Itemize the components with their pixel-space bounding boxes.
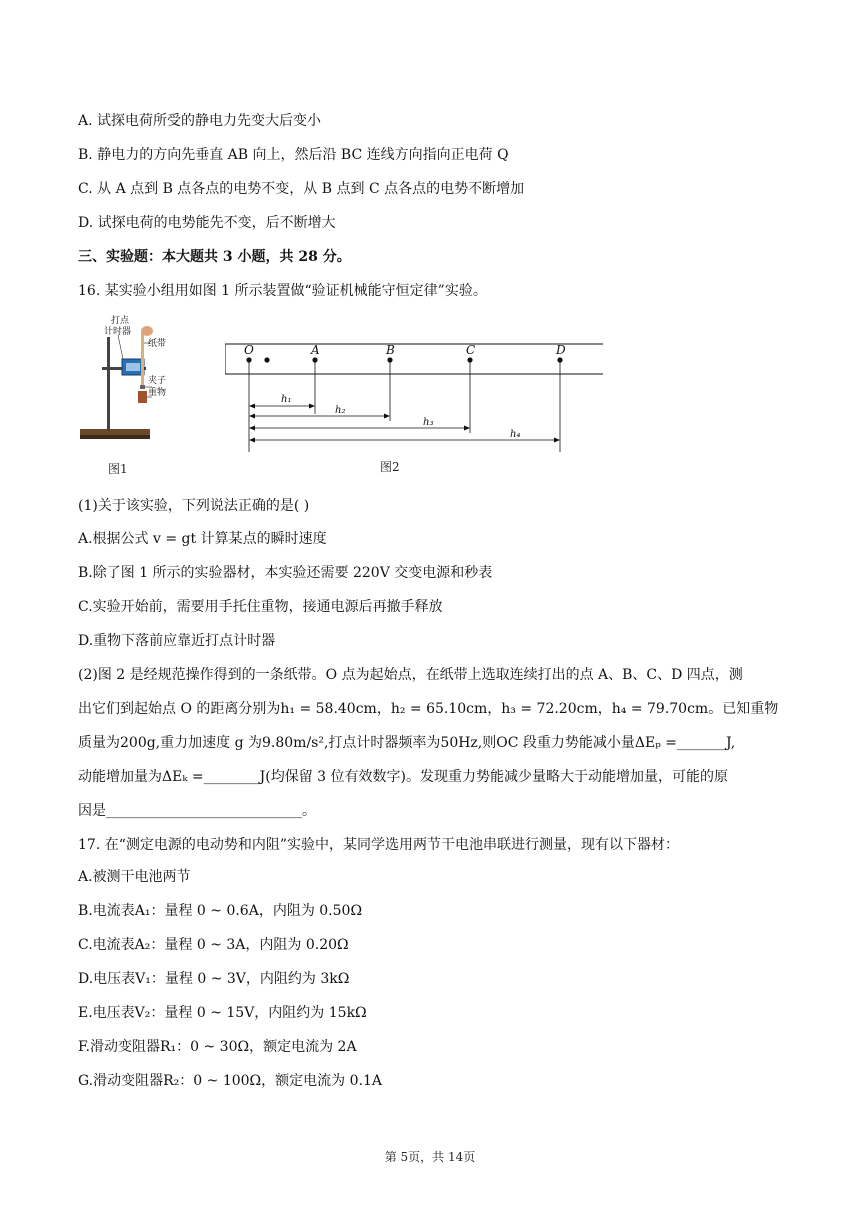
figure-1-apparatus — [78, 315, 168, 447]
q17-item-c: C.电流表A₂：量程 0 ~ 3A，内阻为 0.20Ω — [78, 937, 349, 953]
q16-part1-option-b: B.除了图 1 所示的实验器材，本实验还需要 220V 交变电源和秒表 — [78, 565, 493, 581]
q16-part2-line-3: 质量为200g,重力加速度 g 为9.80m/s²,打点计时器频率为50Hz,则OC 段重力势能减小量ΔEₚ =_______J, — [78, 735, 736, 751]
fig1-label-timer-2: 计时器 — [104, 327, 132, 337]
point-c-label: C — [466, 343, 476, 357]
q16-part1-option-c: C.实验开始前，需要用手托住重物，接通电源后再撤手释放 — [78, 599, 443, 615]
point-d-label: D — [556, 343, 566, 357]
h2-label: h₂ — [335, 405, 346, 416]
q16-part1-option-d: D.重物下落前应靠近打点计时器 — [78, 633, 276, 649]
h3-label: h₃ — [423, 417, 434, 428]
option-b: B. 静电力的方向先垂直 AB 向上，然后沿 BC 连线方向指向正电荷 Q — [78, 147, 509, 163]
h1-label: h₁ — [281, 394, 292, 405]
q17-item-g: G.滑动变阻器R₂：0 ~ 100Ω，额定电流为 0.1A — [78, 1073, 382, 1089]
point-b-label: B — [386, 343, 395, 357]
q16-part2-line-2: 出它们到起始点 O 的距离分别为h₁ = 58.40cm，h₂ = 65.10cm，h₃ = 72.20cm，h₄ = 79.70cm。已知重物 — [78, 701, 779, 717]
q17-item-d: D.电压表V₁：量程 0 ~ 3V，内阻约为 3kΩ — [78, 971, 350, 987]
q16-stem: 16. 某实验小组用如图 1 所示装置做“验证机械能守恒定律”实验。 — [78, 283, 487, 299]
q17-stem: 17. 在“测定电源的电动势和内阻”实验中，某同学选用两节干电池串联进行测量，现有以下器材： — [78, 837, 680, 853]
h4-label: h₄ — [510, 429, 521, 440]
q17-item-b: B.电流表A₁：量程 0 ~ 0.6A，内阻为 0.50Ω — [78, 903, 363, 919]
fig1-label-tape: 纸带 — [148, 339, 167, 349]
q16-part1-option-a: A.根据公式 v = gt 计算某点的瞬时速度 — [78, 531, 327, 547]
fig1-label-weight: 重物 — [148, 388, 167, 398]
point-o-label: O — [244, 343, 254, 357]
fig1-label-timer-1: 打点 — [111, 316, 130, 326]
figure-2-tape — [225, 340, 605, 452]
option-d: D. 试探电荷的电势能先不变，后不断增大 — [78, 215, 336, 231]
point-a-label: A — [311, 343, 320, 357]
page-footer: 第 5页，共 14页 — [384, 1150, 476, 1164]
option-c: C. 从 A 点到 B 点各点的电势不变，从 B 点到 C 点各点的电势不断增加 — [78, 181, 525, 197]
q16-part2-line-1: (2)图 2 是经规范操作得到的一条纸带。O 点为起始点，在纸带上选取连续打出的点 A、B、C、D 四点，测 — [78, 667, 743, 683]
section-title: 三、实验题：本大题共 3 小题，共 28 分。 — [78, 249, 351, 265]
q17-item-f: F.滑动变阻器R₁：0 ~ 30Ω，额定电流为 2A — [78, 1039, 357, 1055]
fig1-label-clip: 夹子 — [148, 376, 167, 386]
figure-1-caption: 图1 — [108, 462, 128, 476]
figure-2-caption: 图2 — [380, 460, 400, 474]
q16-part2-line-5: 因是____________________________。 — [78, 803, 316, 819]
q16-part1: (1)关于该实验，下列说法正确的是( ) — [78, 498, 310, 514]
q17-item-e: E.电压表V₂：量程 0 ~ 15V，内阻约为 15kΩ — [78, 1005, 367, 1021]
q17-item-a: A.被测干电池两节 — [78, 869, 191, 885]
q16-part2-line-4: 动能增加量为ΔEₖ =________J(均保留 3 位有效数字)。发现重力势能减少量略大于动能增加量，可能的原 — [78, 769, 728, 785]
option-a: A. 试探电荷所受的静电力先变大后变小 — [78, 113, 322, 129]
